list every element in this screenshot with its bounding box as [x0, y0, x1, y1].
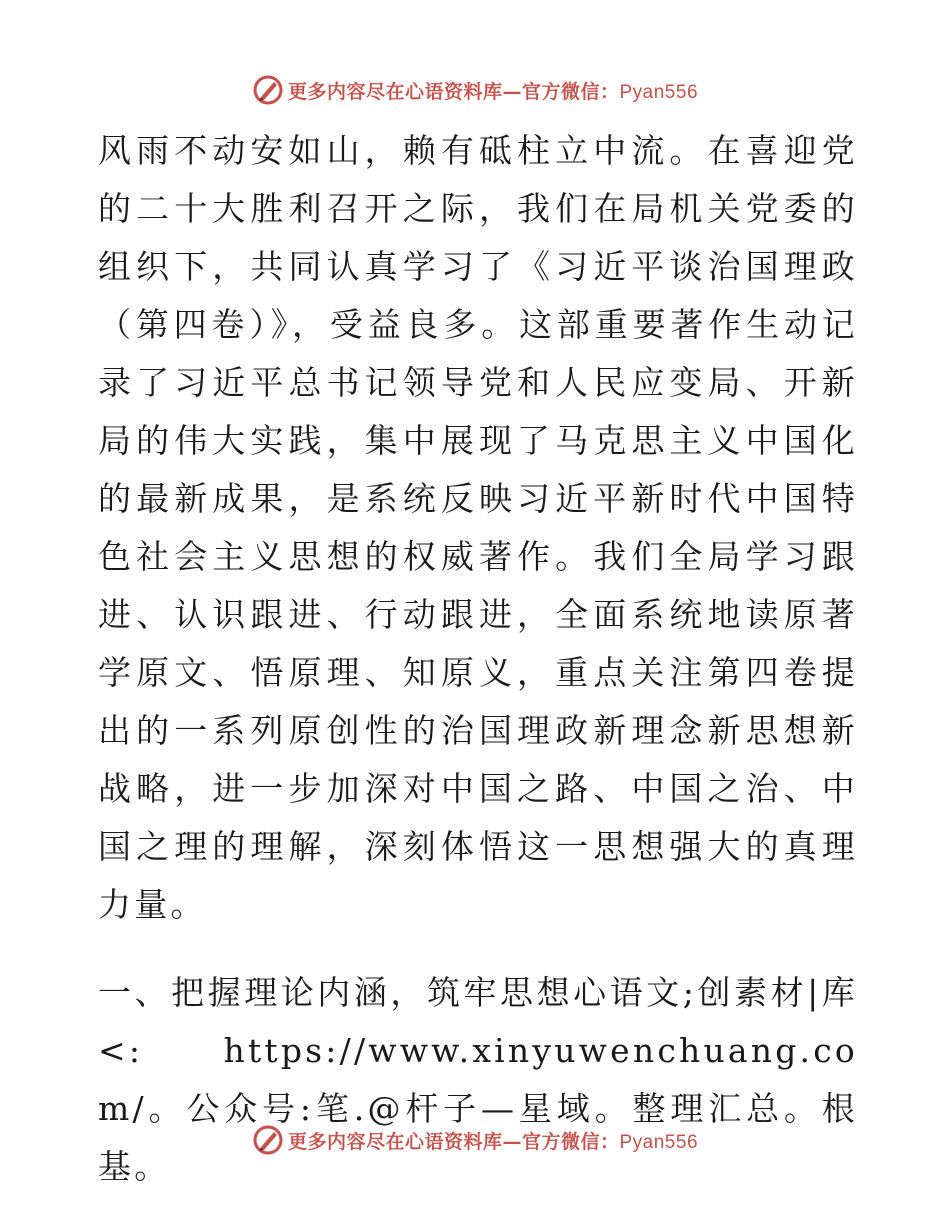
watermark-text: 更多内容尽在心语资料库—官方微信：Pyan556	[287, 80, 699, 103]
footer-watermark	[0, 1120, 950, 1160]
pen-logo-icon	[252, 74, 284, 106]
document-body	[98, 122, 858, 1196]
section-heading-paragraph: 一、把握理论内涵，筑牢思想心语文;创素材|库<: https://www.xinyuwenchuang.com/。公众号:笔.@杆子—星域。整理汇总。根基。	[98, 973, 858, 1186]
header-watermark	[0, 70, 950, 110]
watermark-text: 更多内容尽在心语资料库—官方微信：Pyan556	[287, 1130, 699, 1153]
body-paragraph: 风雨不动安如山，赖有砥柱立中流。在喜迎党的二十大胜利召开之际，我们在局机关党委的组织下，共同认真学习了《习近平谈治国理政（第四卷）》，受益良多。这部重要著作生动记录了习近平总书记领导党和人民应变局、开新局的伟大实践，集中展现了马克思主义中国化的最新成果，是系统反映习近平新时代中国特色社会主义思想的权威著作。我们全局学习跟进、认识跟进、行动跟进，全面系统地读原著学原文、悟原理、知原义，重点关注第四卷提出的一系列原创性的治国理政新理念新思想新战略，进一步加深对中国之路、中国之治、中国之理的理解，深刻体悟这一思想强大的真理力量。	[98, 131, 858, 924]
pen-logo-icon	[252, 1124, 284, 1156]
